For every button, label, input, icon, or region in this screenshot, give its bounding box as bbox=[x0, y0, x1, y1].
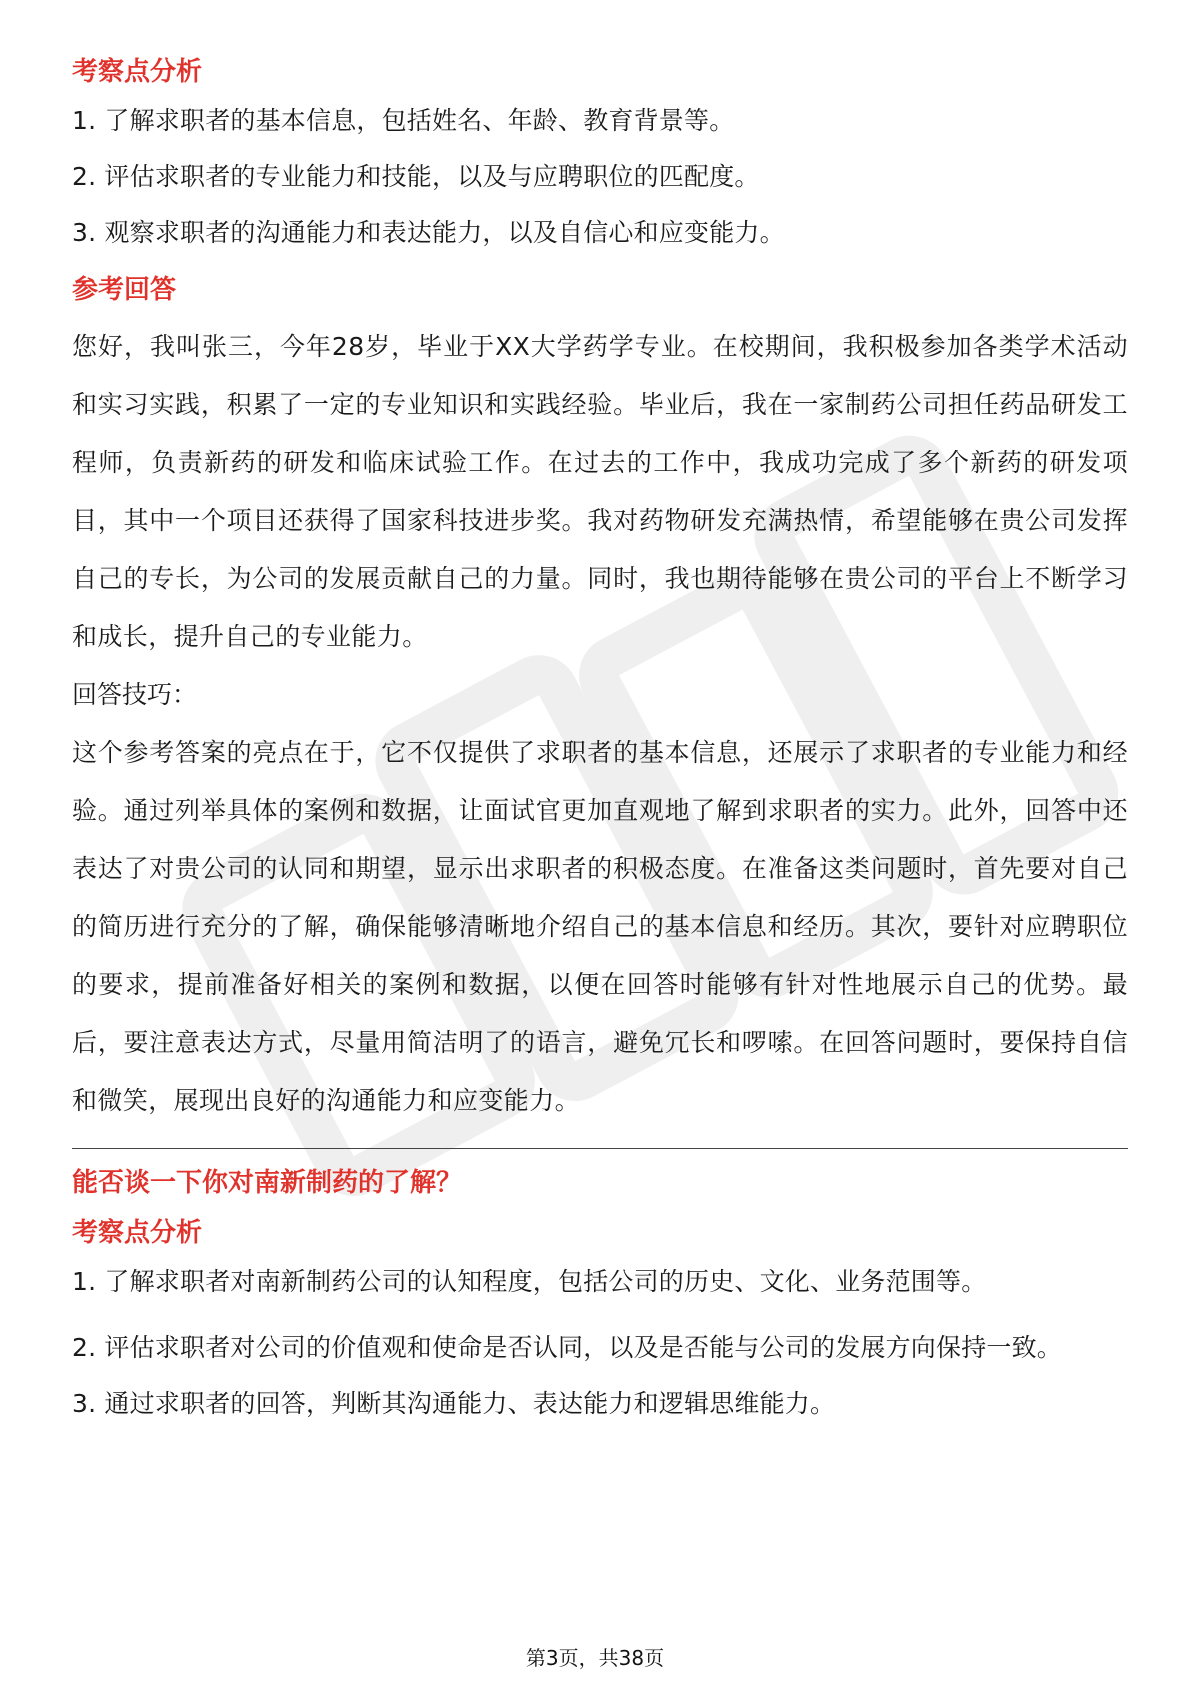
page-number: 第3页，共38页 bbox=[525, 1646, 665, 1670]
answer-tips-text: 这个参考答案的亮点在于，它不仅提供了求职者的基本信息，还展示了求职者的专业能力和经验。通过列举具体的案例和数据，让面试官更加直观地了解到求职者的实力。此外，回答中还表达了对贵公司的认同和期望，显示出求职者的积极态度。在准备这类问题时，首先要对自己的简历进行充分的了解，确保能够清晰地介绍自己的基本信息和经历。其次，要针对应聘职位的要求，提前准备好相关的案例和数据，以便在回答时能够有针对性地展示自己的优势。最后，要注意表达方式，尽量用简洁明了的语言，避免冗长和啰嗦。在回答问题时，要保持自信和微笑，展现出良好的沟通能力和应变能力。 bbox=[72, 738, 1128, 1115]
reference-answer-heading: 参考回答 bbox=[72, 275, 177, 305]
analysis-item-3: 3. 观察求职者的沟通能力和表达能力，以及自信心和应变能力。 bbox=[72, 218, 785, 247]
analysis-heading: 考察点分析 bbox=[72, 57, 203, 87]
question-title: 能否谈一下你对南新制药的了解？ bbox=[72, 1168, 463, 1198]
analysis-item-2: 2. 评估求职者的专业能力和技能，以及与应聘职位的匹配度。 bbox=[72, 162, 760, 191]
analysis-item-1: 1. 了解求职者的基本信息，包括姓名、年龄、教育背景等。 bbox=[72, 106, 735, 135]
question-analysis-item-2: 2. 评估求职者对公司的价值观和使命是否认同，以及是否能与公司的发展方向保持一致。 bbox=[72, 1333, 1063, 1362]
document-page bbox=[72, 48, 1128, 1441]
question-analysis-item-1: 1. 了解求职者对南新制药公司的认知程度，包括公司的历史、文化、业务范围等。 bbox=[72, 1267, 987, 1296]
reference-answer-text: 您好，我叫张三，今年28岁，毕业于XX大学药学专业。在校期间，我积极参加各类学术活动和实习实践，积累了一定的专业知识和实践经验。毕业后，我在一家制药公司担任药品研发工程师，负责新药的研发和临床试验工作。在过去的工作中，我成功完成了多个新药的研发项目，其中一个项目还获得了国家科技进步奖。我对药物研发充满热情，希望能够在贵公司发挥自己的专长，为公司的发展贡献自己的力量。同时，我也期待能够在贵公司的平台上不断学习和成长，提升自己的专业能力。 bbox=[72, 332, 1128, 651]
section-divider bbox=[72, 1148, 1128, 1149]
question-analysis-item-3: 3. 通过求职者的回答，判断其沟通能力、表达能力和逻辑思维能力。 bbox=[72, 1389, 836, 1418]
answer-tips-label: 回答技巧： bbox=[72, 680, 198, 709]
question-analysis-heading: 考察点分析 bbox=[72, 1218, 203, 1248]
